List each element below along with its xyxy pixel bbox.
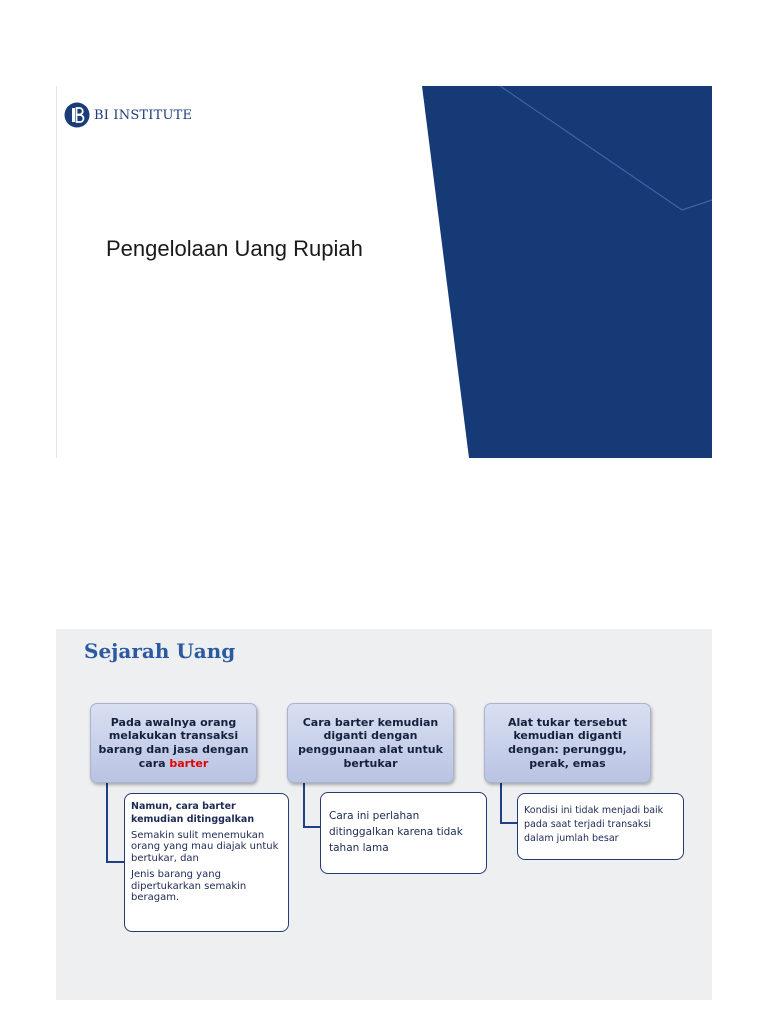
detail-box-metals bbox=[517, 793, 684, 860]
detail-box-exchange-tool-text: Cara ini perlahan ditinggalkan karena tidak tahan lama bbox=[329, 810, 463, 854]
title-slide bbox=[56, 86, 712, 458]
detail-box-barter-line-1: Semakin sulit menemukan orang yang mau diajak untuk bertukar, dan bbox=[131, 829, 279, 864]
detail-box-metals-text: Kondisi ini tidak menjadi baik pada saat terjadi transaksi dalam jumlah besar bbox=[524, 805, 664, 844]
bi-institute-logo bbox=[64, 100, 192, 130]
detail-box-barter bbox=[124, 793, 289, 932]
detail-box-barter-heading: Namun, cara barter kemudian ditinggalkan bbox=[131, 801, 255, 826]
bi-logo-icon bbox=[64, 102, 90, 128]
history-box-exchange-tool bbox=[287, 703, 454, 783]
history-box-barter bbox=[90, 703, 257, 783]
slide-title: Pengelolaan Uang Rupiah bbox=[106, 236, 363, 261]
detail-box-barter-line-2: Jenis barang yang dipertukarkan semakin beragam. bbox=[131, 869, 247, 904]
blue-decorative-panel bbox=[56, 86, 712, 458]
detail-box-exchange-tool bbox=[320, 792, 487, 874]
history-box-metals bbox=[484, 703, 651, 783]
history-box-exchange-tool-text: Cara barter kemudian diganti dengan penggunaan alat untuk bertukar bbox=[298, 715, 443, 770]
content-slide bbox=[56, 629, 712, 1000]
slide-heading: Sejarah Uang bbox=[84, 639, 236, 663]
barter-highlight: barter bbox=[169, 756, 209, 770]
history-box-barter-text: Pada awalnya orang melakukan transaksi barang dan jasa dengan cara barter bbox=[98, 715, 249, 770]
history-box-metals-text: Alat tukar tersebut kemudian diganti dengan: perunggu, perak, emas bbox=[508, 715, 627, 770]
logo-text: BI INSTITUTE bbox=[94, 107, 193, 123]
